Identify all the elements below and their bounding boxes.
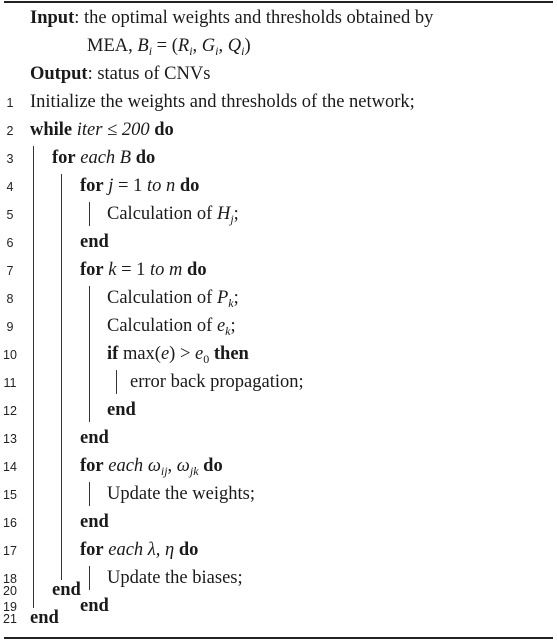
line-number: 6 bbox=[6, 236, 14, 250]
keyword-if: if bbox=[107, 344, 119, 364]
algo-line-10 bbox=[0, 340, 557, 368]
line-number: 10 bbox=[3, 348, 17, 362]
algo-line-1 bbox=[0, 88, 557, 116]
keyword-for: for bbox=[80, 176, 104, 196]
line-number: 20 bbox=[3, 584, 17, 598]
var-e: e bbox=[160, 344, 170, 364]
algo-line-3 bbox=[0, 144, 557, 172]
keyword-end: end bbox=[30, 608, 59, 628]
sub-i: i bbox=[241, 44, 245, 58]
algo-line-9 bbox=[0, 312, 557, 340]
sub-i: i bbox=[189, 44, 193, 58]
algo-line-6 bbox=[0, 228, 557, 256]
var-omega: ω bbox=[176, 456, 190, 476]
var-R: R bbox=[177, 36, 190, 56]
close-paren: ) bbox=[244, 36, 251, 56]
line-number: 13 bbox=[3, 432, 17, 446]
each-lambda-eta: each λ, η bbox=[108, 540, 175, 560]
line-number: 16 bbox=[3, 516, 17, 530]
var-Q: Q bbox=[227, 36, 242, 56]
line-number: 15 bbox=[3, 488, 17, 502]
keyword-then: then bbox=[213, 344, 249, 364]
line-number: 14 bbox=[3, 460, 17, 474]
line-content: Update the weights; bbox=[107, 484, 255, 504]
op: = 1 bbox=[116, 260, 151, 280]
line-number: 4 bbox=[6, 180, 14, 194]
keyword-end: end bbox=[80, 512, 109, 532]
sub-jk: jk bbox=[189, 464, 199, 478]
line-number: 21 bbox=[3, 612, 17, 626]
line-number: 7 bbox=[6, 264, 14, 278]
top-rule bbox=[4, 1, 553, 3]
gt: ) > bbox=[169, 344, 196, 364]
keyword-do: do bbox=[203, 456, 223, 476]
while-scope-bar bbox=[33, 146, 34, 608]
line-number: 8 bbox=[6, 292, 14, 306]
to-m: to m bbox=[150, 260, 183, 280]
calc-text: Calculation of bbox=[107, 204, 217, 224]
sub-i: i bbox=[215, 44, 219, 58]
op: = 1 bbox=[113, 176, 147, 196]
algo-line-8 bbox=[0, 284, 557, 312]
for-B-scope-bar bbox=[61, 174, 62, 580]
sub-ij: ij bbox=[160, 464, 168, 478]
line-number: 17 bbox=[3, 544, 17, 558]
op: ≤ bbox=[102, 120, 122, 140]
algo-line-14 bbox=[0, 452, 557, 480]
keyword-end: end bbox=[80, 428, 109, 448]
keyword-for: for bbox=[80, 260, 104, 280]
input-label: Input bbox=[30, 8, 75, 28]
keyword-for: for bbox=[52, 148, 76, 168]
each-B: each B bbox=[80, 148, 132, 168]
var-e: e bbox=[216, 316, 226, 336]
max-open: max( bbox=[118, 344, 161, 364]
line-number: 2 bbox=[6, 124, 14, 138]
to-n: to n bbox=[146, 176, 176, 196]
calc-text: Calculation of bbox=[107, 316, 217, 336]
line-content: Update the biases; bbox=[107, 568, 243, 588]
algo-line-13 bbox=[0, 424, 557, 452]
var-e0: e bbox=[195, 344, 204, 364]
comma: , bbox=[192, 36, 202, 56]
for-omega-scope-bar bbox=[89, 482, 90, 506]
algo-line-21 bbox=[0, 604, 557, 632]
bottom-rule bbox=[4, 637, 553, 639]
input-text: : the optimal weights and thresholds obtained by bbox=[74, 8, 434, 28]
algo-line-7 bbox=[0, 256, 557, 284]
comma: , bbox=[218, 36, 228, 56]
keyword-end: end bbox=[80, 596, 109, 616]
sub-j: j bbox=[230, 212, 234, 226]
input-mea: MEA, bbox=[87, 36, 138, 56]
keyword-do: do bbox=[179, 176, 200, 196]
line-number: 12 bbox=[3, 404, 17, 418]
algo-line-2 bbox=[0, 116, 557, 144]
line-number: 3 bbox=[6, 152, 14, 166]
keyword-end: end bbox=[52, 580, 81, 600]
keyword-for: for bbox=[80, 456, 104, 476]
semicolon: ; bbox=[233, 204, 239, 224]
output-text: : status of CNVs bbox=[87, 64, 211, 84]
eq: = ( bbox=[152, 36, 178, 56]
output-line bbox=[30, 60, 210, 88]
each: each bbox=[108, 456, 144, 476]
keyword-while: while bbox=[30, 120, 73, 140]
line-number: 19 bbox=[3, 600, 17, 614]
sub-i: i bbox=[148, 44, 153, 58]
line-content: Initialize the weights and thresholds of the network; bbox=[30, 92, 415, 112]
for-j-scope-bar bbox=[89, 202, 90, 226]
keyword-for: for bbox=[80, 540, 104, 560]
line-number: 1 bbox=[6, 96, 14, 110]
algo-line-11 bbox=[0, 368, 557, 396]
algo-line-16 bbox=[0, 508, 557, 536]
algo-line-4 bbox=[0, 172, 557, 200]
input-line bbox=[30, 4, 433, 32]
line-content: error back propagation; bbox=[130, 372, 304, 392]
keyword-end: end bbox=[107, 400, 136, 420]
var-omega: ω bbox=[147, 456, 161, 476]
line-number: 18 bbox=[3, 572, 17, 586]
keyword-end: end bbox=[80, 232, 109, 252]
sub-0: 0 bbox=[203, 352, 210, 366]
var-H: H bbox=[216, 204, 231, 224]
calc-text: Calculation of bbox=[107, 288, 217, 308]
for-k-scope-bar bbox=[89, 286, 90, 422]
semicolon: ; bbox=[230, 316, 236, 336]
algo-line-17 bbox=[0, 536, 557, 564]
keyword-do: do bbox=[135, 148, 156, 168]
algo-line-12 bbox=[0, 396, 557, 424]
line-number: 11 bbox=[3, 376, 17, 390]
sub-k: k bbox=[228, 296, 234, 310]
var-iter: iter bbox=[76, 120, 103, 140]
comma: , bbox=[167, 456, 177, 476]
algo-line-5 bbox=[0, 200, 557, 228]
keyword-do: do bbox=[154, 120, 174, 140]
output-label: Output bbox=[30, 64, 88, 84]
line-number: 5 bbox=[6, 208, 14, 222]
algo-line-15 bbox=[0, 480, 557, 508]
sub-k: k bbox=[225, 324, 231, 338]
keyword-do: do bbox=[187, 260, 207, 280]
num-200: 200 bbox=[121, 120, 150, 140]
keyword-do: do bbox=[178, 540, 199, 560]
var-P: P bbox=[216, 288, 229, 308]
semicolon: ; bbox=[233, 288, 239, 308]
if-scope-bar bbox=[116, 370, 117, 394]
var-B: B bbox=[137, 36, 149, 56]
var-j: j bbox=[108, 176, 114, 196]
var-G: G bbox=[201, 36, 216, 56]
line-number: 9 bbox=[6, 320, 14, 334]
var-k: k bbox=[108, 260, 117, 280]
algo-line-20 bbox=[0, 576, 557, 604]
